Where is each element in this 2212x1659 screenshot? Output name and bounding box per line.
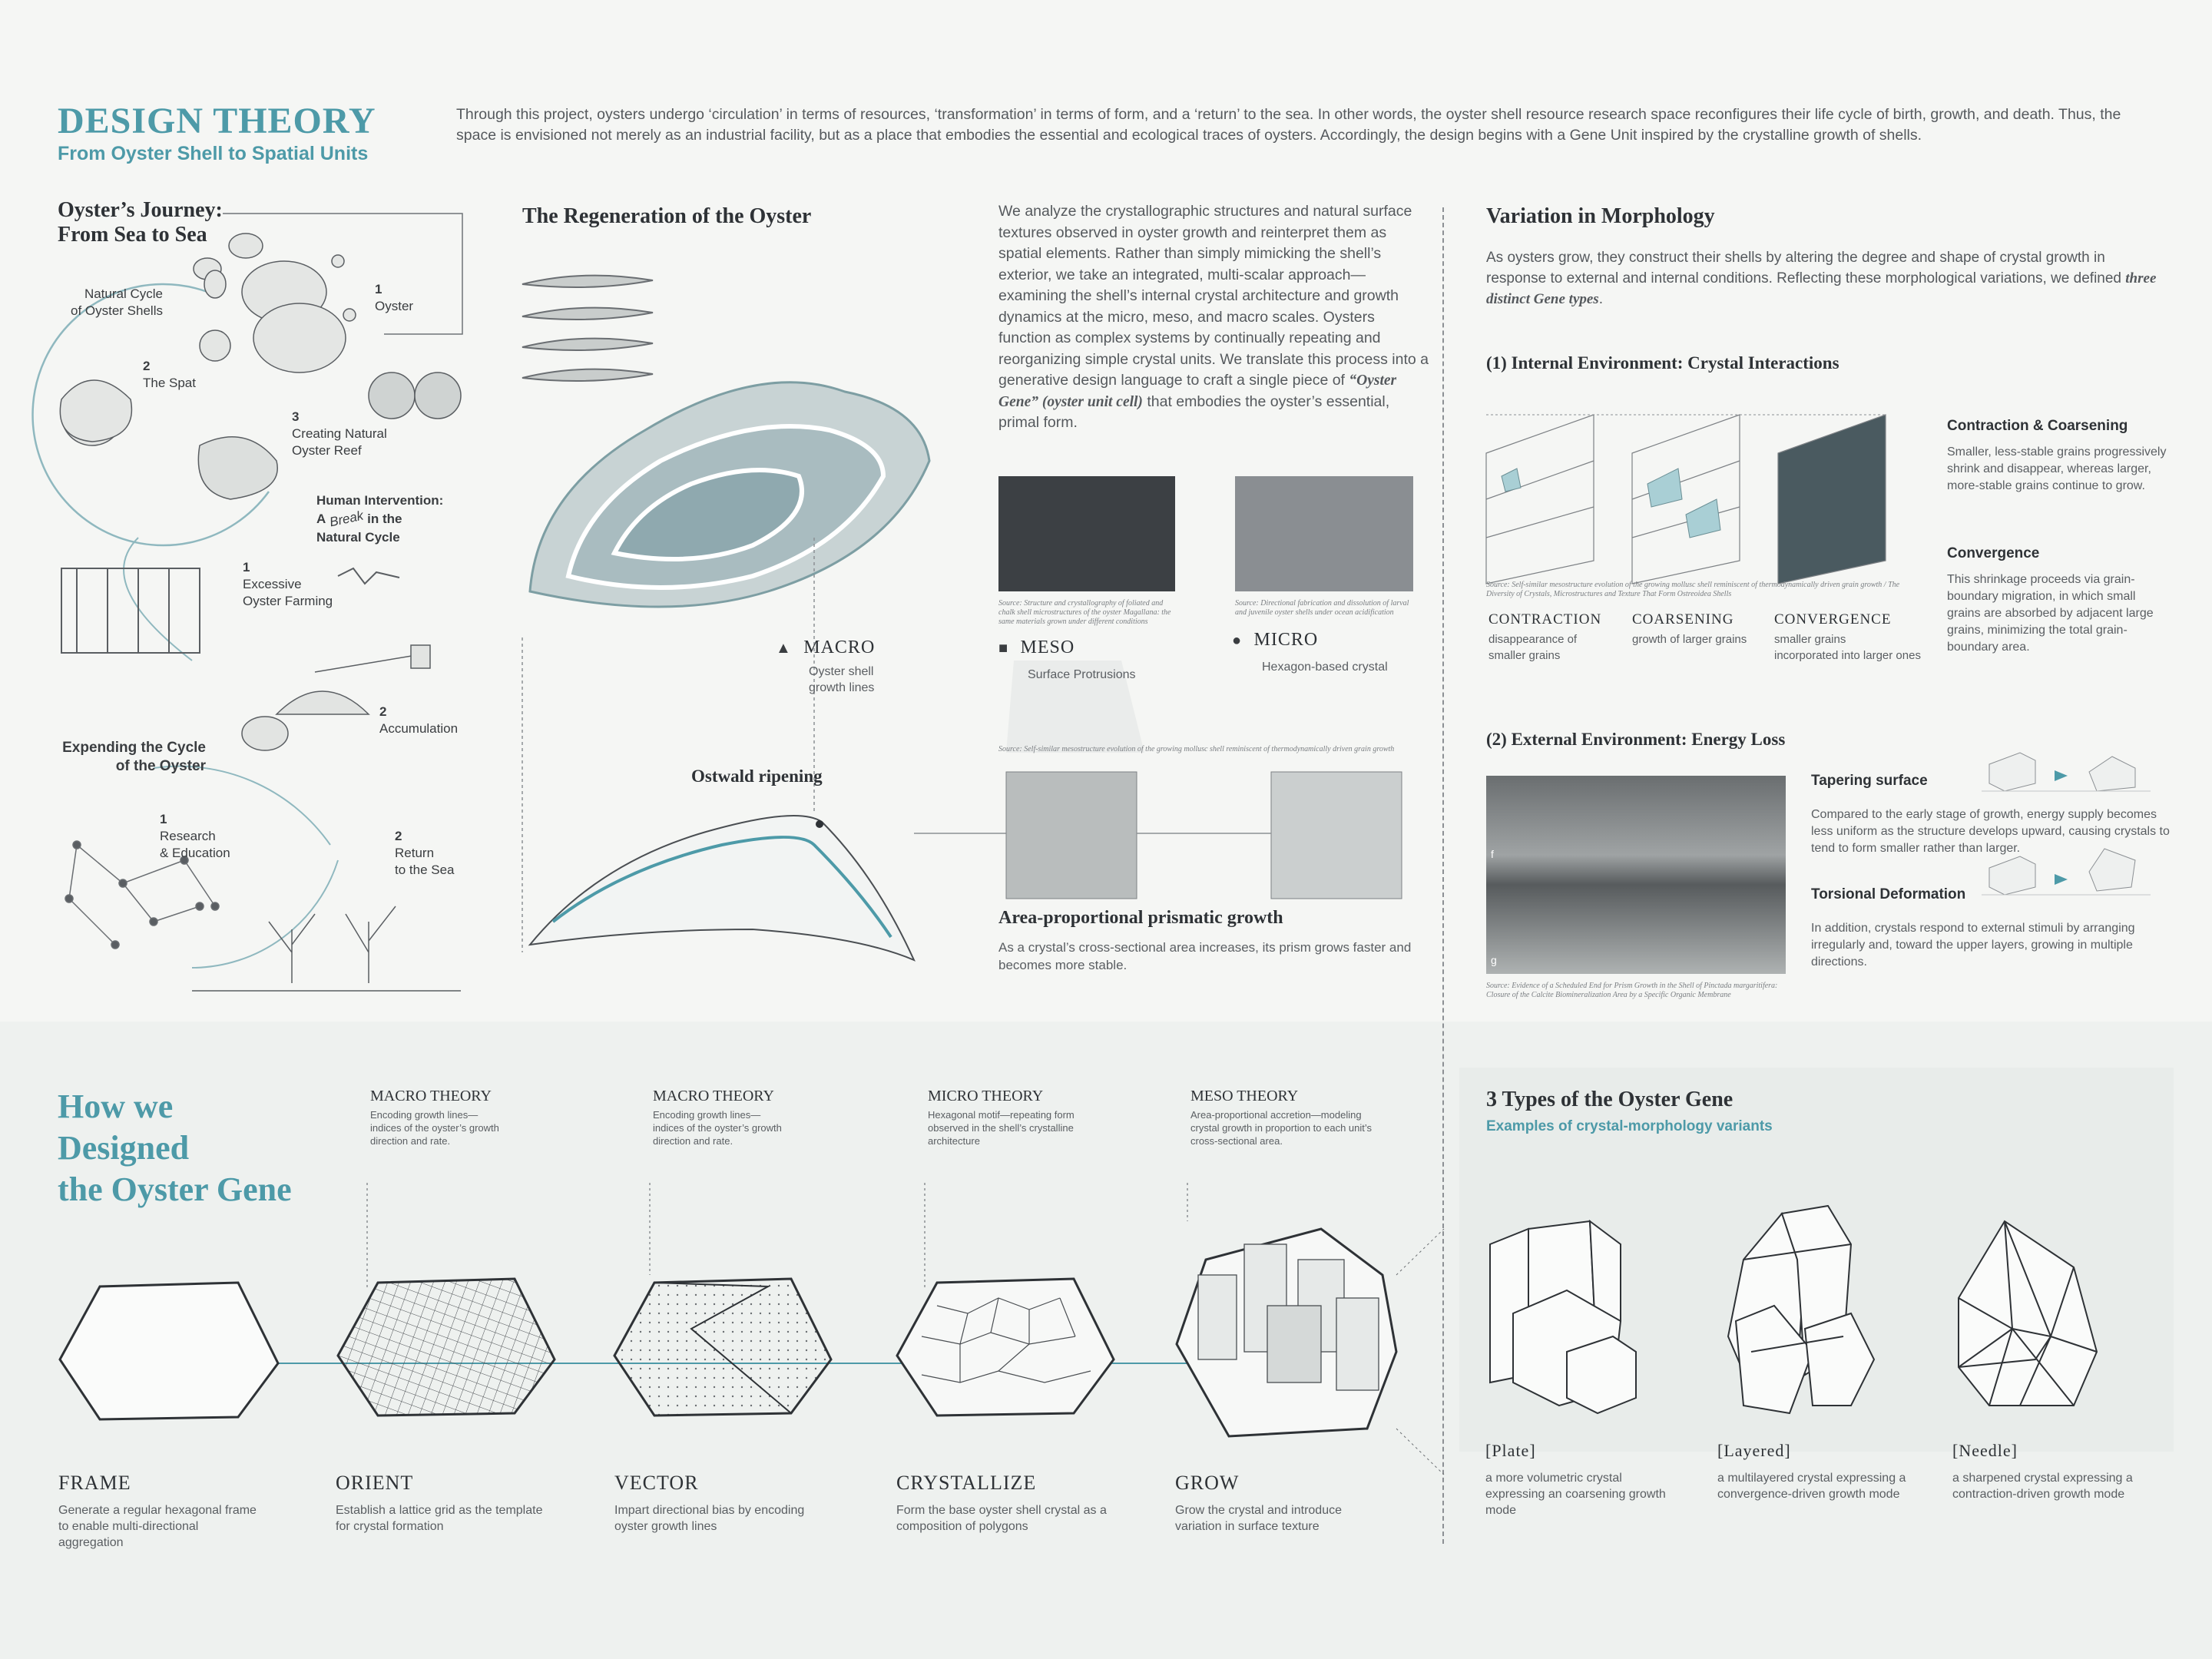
cc-title: Contraction & Coarsening xyxy=(1947,418,2128,434)
theory-title: MESO THEORY xyxy=(1190,1088,1299,1104)
expanding-cycle-label: Expending the Cycle of the Oyster xyxy=(62,740,206,774)
intro-paragraph: Through this project, oysters undergo ‘circulation’ in terms of resources, ‘transformation’ in terms of form, and a ‘return’ to the sea. In other words, the oyster shell resource research space reconfigures their life cycle of birth, growth, and death. Thus, the space is envisioned not merely as an industrial facility, but as a place that embodies the essential and ecological traces of oysters. Accordingly, the design begins with a Gene Unit inspired by the crystalline growth of shells. xyxy=(456,106,2121,144)
meso-desc: Surface Protrusions xyxy=(1028,668,1136,681)
type-title: [Plate] xyxy=(1485,1441,1536,1460)
type-desc: a sharpened crystal expressing a contraction-driven growth mode xyxy=(1952,1472,2133,1501)
morphology-desc xyxy=(1486,247,2162,310)
square-icon: ■ xyxy=(998,640,1008,657)
step-research xyxy=(160,811,230,862)
page-subtitle: From Oyster Shell to Spatial Units xyxy=(58,143,369,164)
step-spat xyxy=(143,358,196,392)
step-label: Creating Natural Oyster Reef xyxy=(292,426,387,458)
step-num: 2 xyxy=(143,359,151,373)
step-label: Accumulation xyxy=(379,721,459,736)
step-vector xyxy=(614,1472,860,1535)
step-desc: Establish a lattice grid as the template for crystal formation xyxy=(336,1504,543,1533)
break-c: Natural Cycle xyxy=(316,530,400,545)
torsional-title xyxy=(1811,886,1980,903)
tapering-title-text: Tapering surface xyxy=(1811,773,1928,789)
macro-label xyxy=(776,637,875,658)
tapering-title xyxy=(1811,773,1980,790)
triangle-icon: ▲ xyxy=(776,640,791,657)
type-desc: a more volumetric crystal expressing an coarsening growth mode xyxy=(1485,1472,1666,1517)
step-label: Oyster xyxy=(375,299,414,313)
circle-icon: ● xyxy=(1232,632,1242,649)
desc-b: that embodies the oyster’s essential, primal form. xyxy=(998,392,1390,431)
theory-desc: Encoding growth lines— indices of the oyster’s growth direction and rate. xyxy=(370,1109,499,1147)
micro-desc: Hexagon-based crystal xyxy=(1262,661,1388,674)
desc-em: “Oyster Gene” (oyster unit cell) xyxy=(998,373,1397,410)
step-orient xyxy=(336,1472,581,1535)
step-num: 1 xyxy=(160,812,167,826)
break-b: in the xyxy=(367,512,402,526)
coarsening-desc: growth of larger grains xyxy=(1632,633,1747,646)
morphology-title: Variation in Morphology xyxy=(1486,204,1715,228)
gene-types-graphics xyxy=(1482,1198,2174,1444)
step-title: ORIENT xyxy=(336,1472,414,1494)
design-title-line2: Designed xyxy=(58,1129,190,1167)
convergence-block xyxy=(1774,611,1943,664)
types-subtitle: Examples of crystal-morphology variants xyxy=(1486,1118,1773,1134)
contraction-coarsening-note xyxy=(1947,418,2170,495)
type-plate xyxy=(1485,1441,1693,1518)
conv-title: Convergence xyxy=(1947,545,2040,561)
contraction-title: CONTRACTION xyxy=(1488,611,1602,628)
step-title: FRAME xyxy=(58,1472,131,1494)
step-grow xyxy=(1175,1472,1421,1535)
photo-label-g: g xyxy=(1491,954,1497,966)
design-title-line3: the Oyster Gene xyxy=(58,1171,292,1208)
theory-3 xyxy=(1190,1088,1413,1147)
step-accumulation xyxy=(379,704,458,737)
prismatic-desc: As a crystal’s cross-sectional area increases, its prism grows faster and becomes more stable. xyxy=(998,940,1412,972)
theory-title: MACRO THEORY xyxy=(370,1088,492,1104)
external-title: (2) External Environment: Energy Loss xyxy=(1486,730,1786,749)
type-title: [Needle] xyxy=(1952,1441,2018,1460)
contraction-block xyxy=(1488,611,1634,664)
break-word: Break xyxy=(328,508,365,530)
energy-loss-photo xyxy=(1486,776,1786,974)
journey-title-line2: From Sea to Sea xyxy=(58,223,207,247)
break-a: A xyxy=(316,512,326,526)
source-prism: Source: Self-similar mesostructure evolution of the growing mollusc shell reminiscent of thermodynamically driven grain growth xyxy=(998,745,1395,753)
step-return xyxy=(395,828,455,879)
step-desc: Form the base oyster shell crystal as a composition of polygons xyxy=(896,1504,1107,1533)
regeneration-description xyxy=(998,201,1429,434)
step-num: 2 xyxy=(379,704,387,719)
step-num: 3 xyxy=(292,409,300,424)
step-label: Research & Education xyxy=(160,829,230,860)
regeneration-title: The Regeneration of the Oyster xyxy=(522,204,812,228)
page-title: DESIGN THEORY xyxy=(58,101,376,141)
micro-title: MICRO xyxy=(1253,630,1319,650)
micro-label xyxy=(1232,630,1318,651)
theory-2 xyxy=(928,1088,1104,1147)
step-frame xyxy=(58,1472,289,1551)
theory-1 xyxy=(653,1088,814,1147)
design-title-line1: How we xyxy=(58,1088,174,1125)
step-oyster xyxy=(375,281,413,315)
conv-desc: This shrinkage proceeds via grain-boundary migration, in which small grains are absorbed by adjacent large grains, minimizing the total grain-boundary area. xyxy=(1947,573,2154,654)
step-num: 1 xyxy=(375,282,382,296)
human-intervention xyxy=(316,492,443,547)
step-desc: Generate a regular hexagonal frame to enable multi-directional aggregation xyxy=(58,1504,257,1549)
theory-title: MICRO THEORY xyxy=(928,1088,1044,1104)
morph-desc-a: As oysters grow, they construct their shells by altering the degree and shape of crystal growth in response to external and internal conditions. Reflecting these morphological variations, we defined xyxy=(1486,250,2126,286)
gene-process-graphics xyxy=(0,1152,1459,1459)
source-internal: Source: Self-similar mesostructure evolution of the growing mollusc shell reminiscent of thermodynamically driven grain growth / The Diversity of Crystals, Microstructures and Texture That Form Ostreoidea Shells xyxy=(1486,581,1900,598)
photo-label-f: f xyxy=(1491,848,1494,860)
theory-title: MACRO THEORY xyxy=(653,1088,774,1104)
convergence-note xyxy=(1947,545,2170,656)
step-reef xyxy=(292,409,387,459)
step-desc: Impart directional bias by encoding oyster growth lines xyxy=(614,1504,805,1533)
types-title: 3 Types of the Oyster Gene xyxy=(1486,1088,1734,1111)
theory-0 xyxy=(370,1088,531,1147)
step-title: CRYSTALLIZE xyxy=(896,1472,1037,1494)
type-needle xyxy=(1952,1441,2175,1502)
theory-desc: Hexagonal motif—repeating form observed in the shell’s crystalline architecture xyxy=(928,1109,1075,1147)
step-num: 1 xyxy=(243,560,250,575)
step-crystallize xyxy=(896,1472,1157,1535)
internal-title: (1) Internal Environment: Crystal Interactions xyxy=(1486,353,1839,373)
ostwald-label: Ostwald ripening xyxy=(691,767,823,786)
morph-desc-em: three distinct Gene types xyxy=(1486,270,2157,307)
theory-desc: Encoding growth lines— indices of the oyster’s growth direction and rate. xyxy=(653,1109,782,1147)
step-farming xyxy=(243,559,333,610)
convergence-desc: smaller grains incorporated into larger ones xyxy=(1774,633,1921,662)
coarsening-block xyxy=(1632,611,1778,647)
prismatic-title: Area-proportional prismatic growth xyxy=(998,908,1283,928)
step-title: VECTOR xyxy=(614,1472,699,1494)
convergence-title: CONVERGENCE xyxy=(1774,611,1892,628)
tapering-desc: Compared to the early stage of growth, energy supply becomes less uniform as the structure develops upward, causing crystals to tend to form smaller rather than larger. xyxy=(1811,808,2170,855)
coarsening-title: COARSENING xyxy=(1632,611,1734,628)
natural-cycle-label: Natural Cycle of Oyster Shells xyxy=(71,286,163,318)
torsional-desc: In addition, crystals respond to external stimuli by arranging irregularly and, toward the upper layers, growing in multiple directions. xyxy=(1811,922,2135,969)
contraction-desc: disappearance of smaller grains xyxy=(1488,633,1578,662)
type-desc: a multilayered crystal expressing a convergence-driven growth mode xyxy=(1717,1472,1906,1501)
macro-desc: Oyster shell growth lines xyxy=(809,665,875,694)
torsional-title-text: Torsional Deformation xyxy=(1811,886,1966,902)
step-title: GROW xyxy=(1175,1472,1240,1494)
macro-title: MACRO xyxy=(803,637,876,657)
theory-desc: Area-proportional accretion—modeling crystal growth in proportion to each unit’s cross-sectional area. xyxy=(1190,1109,1373,1147)
step-label: Excessive Oyster Farming xyxy=(243,577,333,608)
desc-a: We analyze the crystallographic structures and natural surface textures observed in oyster growth and reinterpret them as spatial elements. Rather than simply mimicking the shell’s exterior, we take an integrated, multi-scalar approach—examining the shell’s internal crystal architecture and growth dynamics at the micro, meso, and macro scales. Oysters function as complex systems by continually repeating and reorganizing simple crystal units. We translate this process into a generative design language to craft a single piece of xyxy=(998,203,1429,389)
crystal-interaction-graphic xyxy=(1486,399,1916,584)
cc-desc: Smaller, less-stable grains progressively shrink and disappear, whereas larger, more-stable grains continue to grow. xyxy=(1947,445,2167,492)
step-desc: Grow the crystal and introduce variation in surface texture xyxy=(1175,1504,1342,1533)
type-title: [Layered] xyxy=(1717,1441,1791,1460)
morph-desc-b: . xyxy=(1598,291,1603,307)
source-external: Source: Evidence of a Scheduled End for Prism Growth in the Shell of Pinctada margaritifera: Closure of the Calcite Biomineralization Area by a Specific Organic Membrane xyxy=(1486,982,1778,999)
journey-title-line1: Oyster’s Journey: xyxy=(58,198,223,222)
type-layered xyxy=(1717,1441,1948,1502)
meso-title: MESO xyxy=(1020,637,1075,657)
step-label: The Spat xyxy=(143,376,196,390)
source-meso: Source: Structure and crystallography of foliated and chalk shell microstructures of the oyster Magallana: the same materials grown under different conditions xyxy=(998,599,1171,626)
source-micro: Source: Directional fabrication and dissolution of larval and juvenile oyster shells under ocean acidification xyxy=(1235,599,1409,617)
step-num: 2 xyxy=(395,829,402,843)
meso-label xyxy=(998,637,1075,658)
human-title: Human Intervention: xyxy=(316,493,444,508)
step-label: Return to the Sea xyxy=(395,846,455,877)
